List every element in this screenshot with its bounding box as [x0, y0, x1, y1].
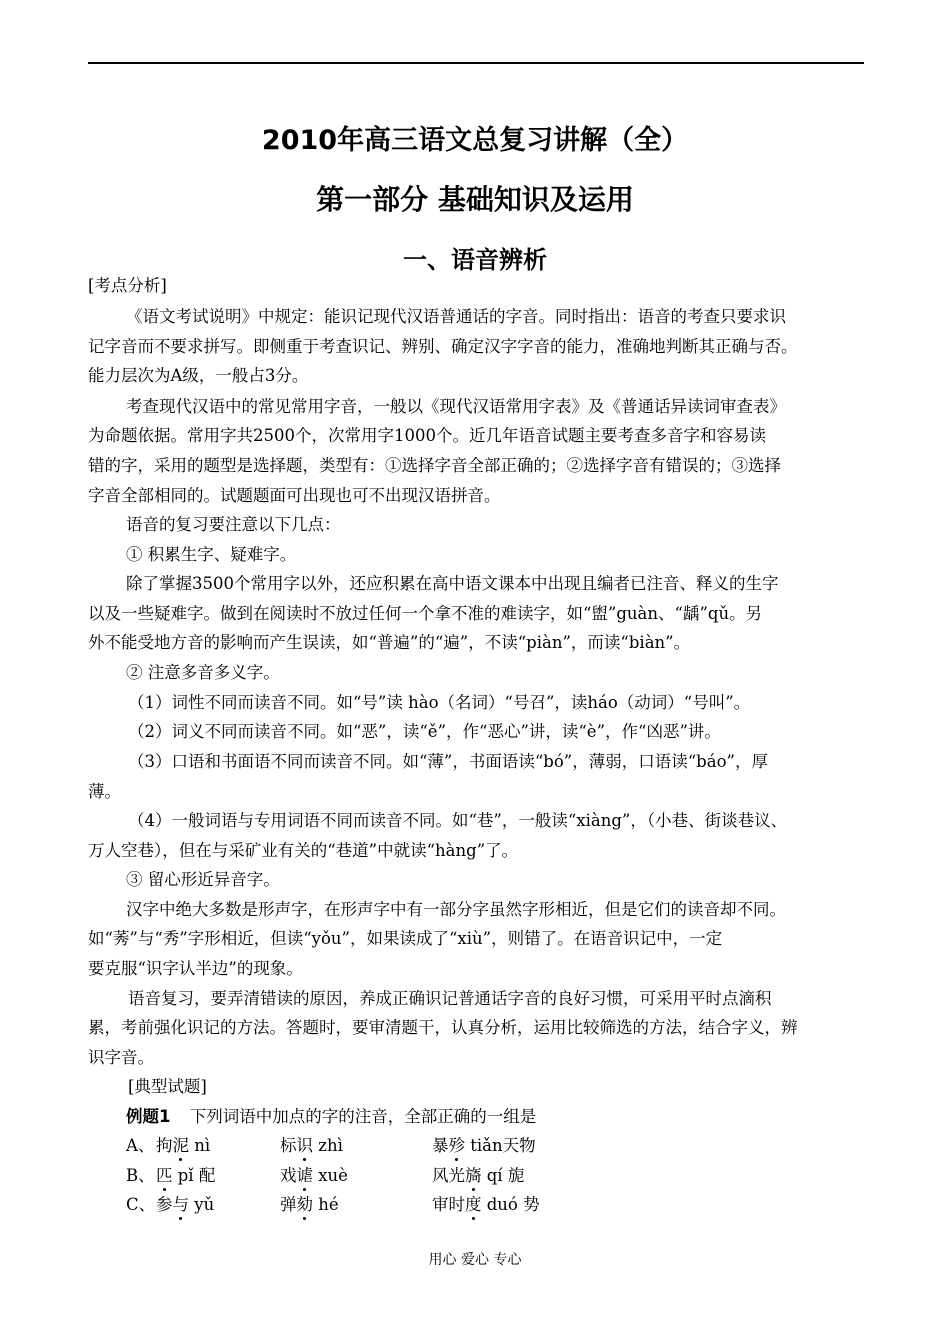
document-title: 2010年高三语文总复习讲解（全） [261, 125, 689, 156]
option-b-letter: B、 [126, 1166, 155, 1185]
paragraph-line: 薄。 [88, 782, 121, 801]
page-footer: 用心 爱心 专心 [428, 1252, 522, 1268]
option-a-word-1: 拘泥 nì [156, 1136, 211, 1155]
header-rule [88, 62, 864, 64]
option-b-word-3: 风光旖 qí 旎 [432, 1166, 525, 1185]
option-c-letter: C、 [126, 1195, 156, 1214]
paragraph-line: 外不能受地方音的影响而产生误读，如“普遍”的“遍”，不读“piàn”，而读“biàn”。 [88, 633, 691, 652]
list-item: ① 积累生字、疑难字。 [126, 545, 297, 564]
paragraph-line: 《语文考试说明》中规定：能识记现代汉语普通话的字音。同时指出：语音的考查只要求识 [126, 307, 786, 326]
option-c-word-3: 审时度 duó 势 [432, 1195, 540, 1214]
option-a-word-3: 暴殄 tiǎn天物 [432, 1136, 536, 1155]
paragraph-line: 汉字中绝大多数是形声字，在形声字中有一部分字虽然字形相近，但是它们的读音却不同。 [126, 900, 786, 919]
paragraph-line: （3）口语和书面语不同而读音不同。如“薄”，书面语读“bó”，薄弱，口语读“báo”，厚 [128, 752, 768, 771]
option-a-word-2: 标识 zhì [280, 1136, 343, 1155]
paragraph-line: （2）词义不同而读音不同。如“恶”，读“ě”，作“恶心”讲，读“è”，作“凶恶”讲。 [128, 722, 721, 741]
option-c-word-2: 弹劾 hé [280, 1195, 339, 1214]
paragraph-line: 记字音而不要求拼写。即侧重于考查识记、辨别、确定汉字字音的能力，准确地判断其正确与否。 [88, 337, 798, 356]
part-title: 第一部分 基础知识及运用 [316, 183, 634, 216]
paragraph-line: （4）一般词语与专用词语不同而读音不同。如“巷”，一般读“xiàng”，（小巷、街谈巷议、 [128, 811, 788, 830]
paragraph-line: 为命题依据。常用字共2500个，次常用字1000个。近几年语音试题主要考查多音字和容易读 [88, 426, 766, 445]
option-b-word-1: 匹 pǐ 配 [156, 1166, 216, 1185]
paragraph-line: （1）词性不同而读音不同。如“号”读 hào（名词）“号召”，读háo（动词）“号叫”。 [128, 693, 751, 712]
paragraph-line: 字音全部相同的。试题题面可出现也可不出现汉语拼音。 [88, 486, 501, 505]
paragraph-line: 要克服“识字认半边”的现象。 [88, 959, 303, 978]
examples-heading: [典型试题] [128, 1077, 207, 1096]
list-item: ③ 留心形近异音字。 [126, 870, 280, 889]
option-c-word-1: 参与 yǔ [156, 1195, 215, 1214]
paragraph-line: 除了掌握3500个常用字以外，还应积累在高中语文课本中出现且编者已注音、释义的生字 [126, 574, 779, 593]
paragraph-line: 识字音。 [88, 1048, 154, 1067]
question-1 [126, 1107, 866, 1127]
option-b-word-2: 戏谑 xuè [280, 1166, 348, 1185]
paragraph-line: 错的字，采用的题型是选择题，类型有：①选择字音全部正确的；②选择字音有错误的；③选择 [88, 456, 781, 475]
paragraph-line: 能力层次为A级，一般占3分。 [88, 366, 309, 385]
list-item: ② 注意多音多义字。 [126, 663, 280, 682]
paragraph-line: 万人空巷），但在与采矿业有关的“巷道”中就读“hàng”了。 [88, 841, 519, 860]
paragraph-line: 语音的复习要注意以下几点： [126, 515, 341, 534]
question-text: 下列词语中加点的字的注音，全部正确的一组是 [189, 1107, 537, 1126]
paragraph-line: 以及一些疑难字。做到在阅读时不放过任何一个拿不准的难读字，如“盥”guàn、“龋”qǔ。另 [88, 604, 763, 623]
analysis-heading: [考点分析] [88, 276, 167, 295]
section-title: 一、语音辨析 [403, 245, 547, 274]
paragraph-line: 如“莠”与“秀”字形相近，但读“yǒu”，如果读成了“xiù”，则错了。在语音识记中，一定 [88, 929, 723, 948]
option-a-letter: A、 [126, 1136, 155, 1155]
paragraph-line: 累，考前强化识记的方法。答题时，要审清题干，认真分析，运用比较筛选的方法，结合字义，辨 [88, 1018, 798, 1037]
question-number: 例题1 [126, 1107, 171, 1126]
paragraph-line: 语音复习，要弄清错读的原因，养成正确识记普通话字音的良好习惯，可采用平时点滴积 [128, 989, 772, 1008]
paragraph-line: 考查现代汉语中的常见常用字音，一般以《现代汉语常用字表》及《普通话异读词审查表》 [126, 397, 786, 416]
